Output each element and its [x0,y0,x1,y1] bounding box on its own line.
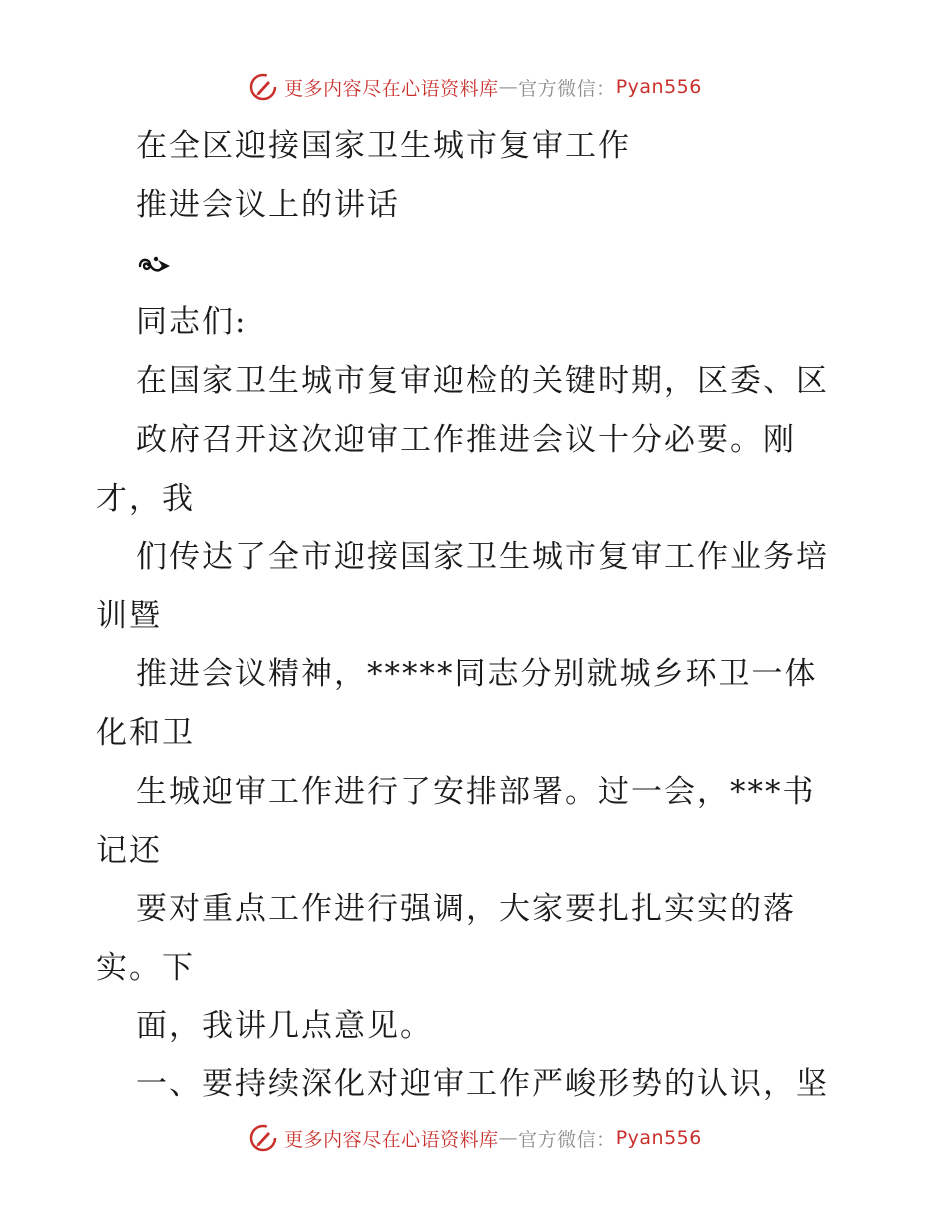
body-line: 才，我 [96,481,195,517]
body-line: 同志们: [136,304,248,340]
body-line: 实。下 [96,950,195,986]
body-line: 面，我讲几点意见。 [136,1008,433,1044]
footer-banner [0,1123,950,1153]
body-line: 要对重点工作进行强调，大家要扎扎实实的落 [136,891,796,927]
banner-wechat-label: 官方微信： [518,77,616,100]
body-line: 记还 [96,833,162,869]
body-line: 在国家卫生城市复审迎检的关键时期，区委、区 [136,363,829,399]
brush-logo-icon [248,72,278,102]
body-line: 一、要持续深化对迎审工作严峻形势的认识，坚 [136,1066,829,1102]
banner-wechat-id: Pyan556 [615,76,702,98]
title-line-2: 推进会议上的讲话 [136,187,400,223]
body-line: 们传达了全市迎接国家卫生城市复审工作业务培 [136,539,829,575]
brush-logo-icon [248,1123,278,1153]
banner-separator: — [498,1127,519,1149]
header-banner [0,72,950,102]
flourish-ornament-icon [136,252,172,278]
banner-wechat-label: 官方微信： [518,1128,616,1151]
body-line: 政府召开这次迎审工作推进会议十分必要。刚 [136,422,796,458]
banner-text: 更多内容尽在心语资料库 [284,77,499,100]
body-line: 推进会议精神，*****同志分别就城乡环卫一体 [136,656,818,692]
body-line: 生城迎审工作进行了安排部署。过一会，***书 [136,774,816,810]
body-line: 化和卫 [96,715,195,751]
banner-text: 更多内容尽在心语资料库 [284,1128,499,1151]
body-line: 训暨 [96,598,162,634]
title-line-1: 在全区迎接国家卫生城市复审工作 [136,128,631,164]
banner-wechat-id: Pyan556 [615,1127,702,1149]
banner-separator: — [498,76,519,98]
